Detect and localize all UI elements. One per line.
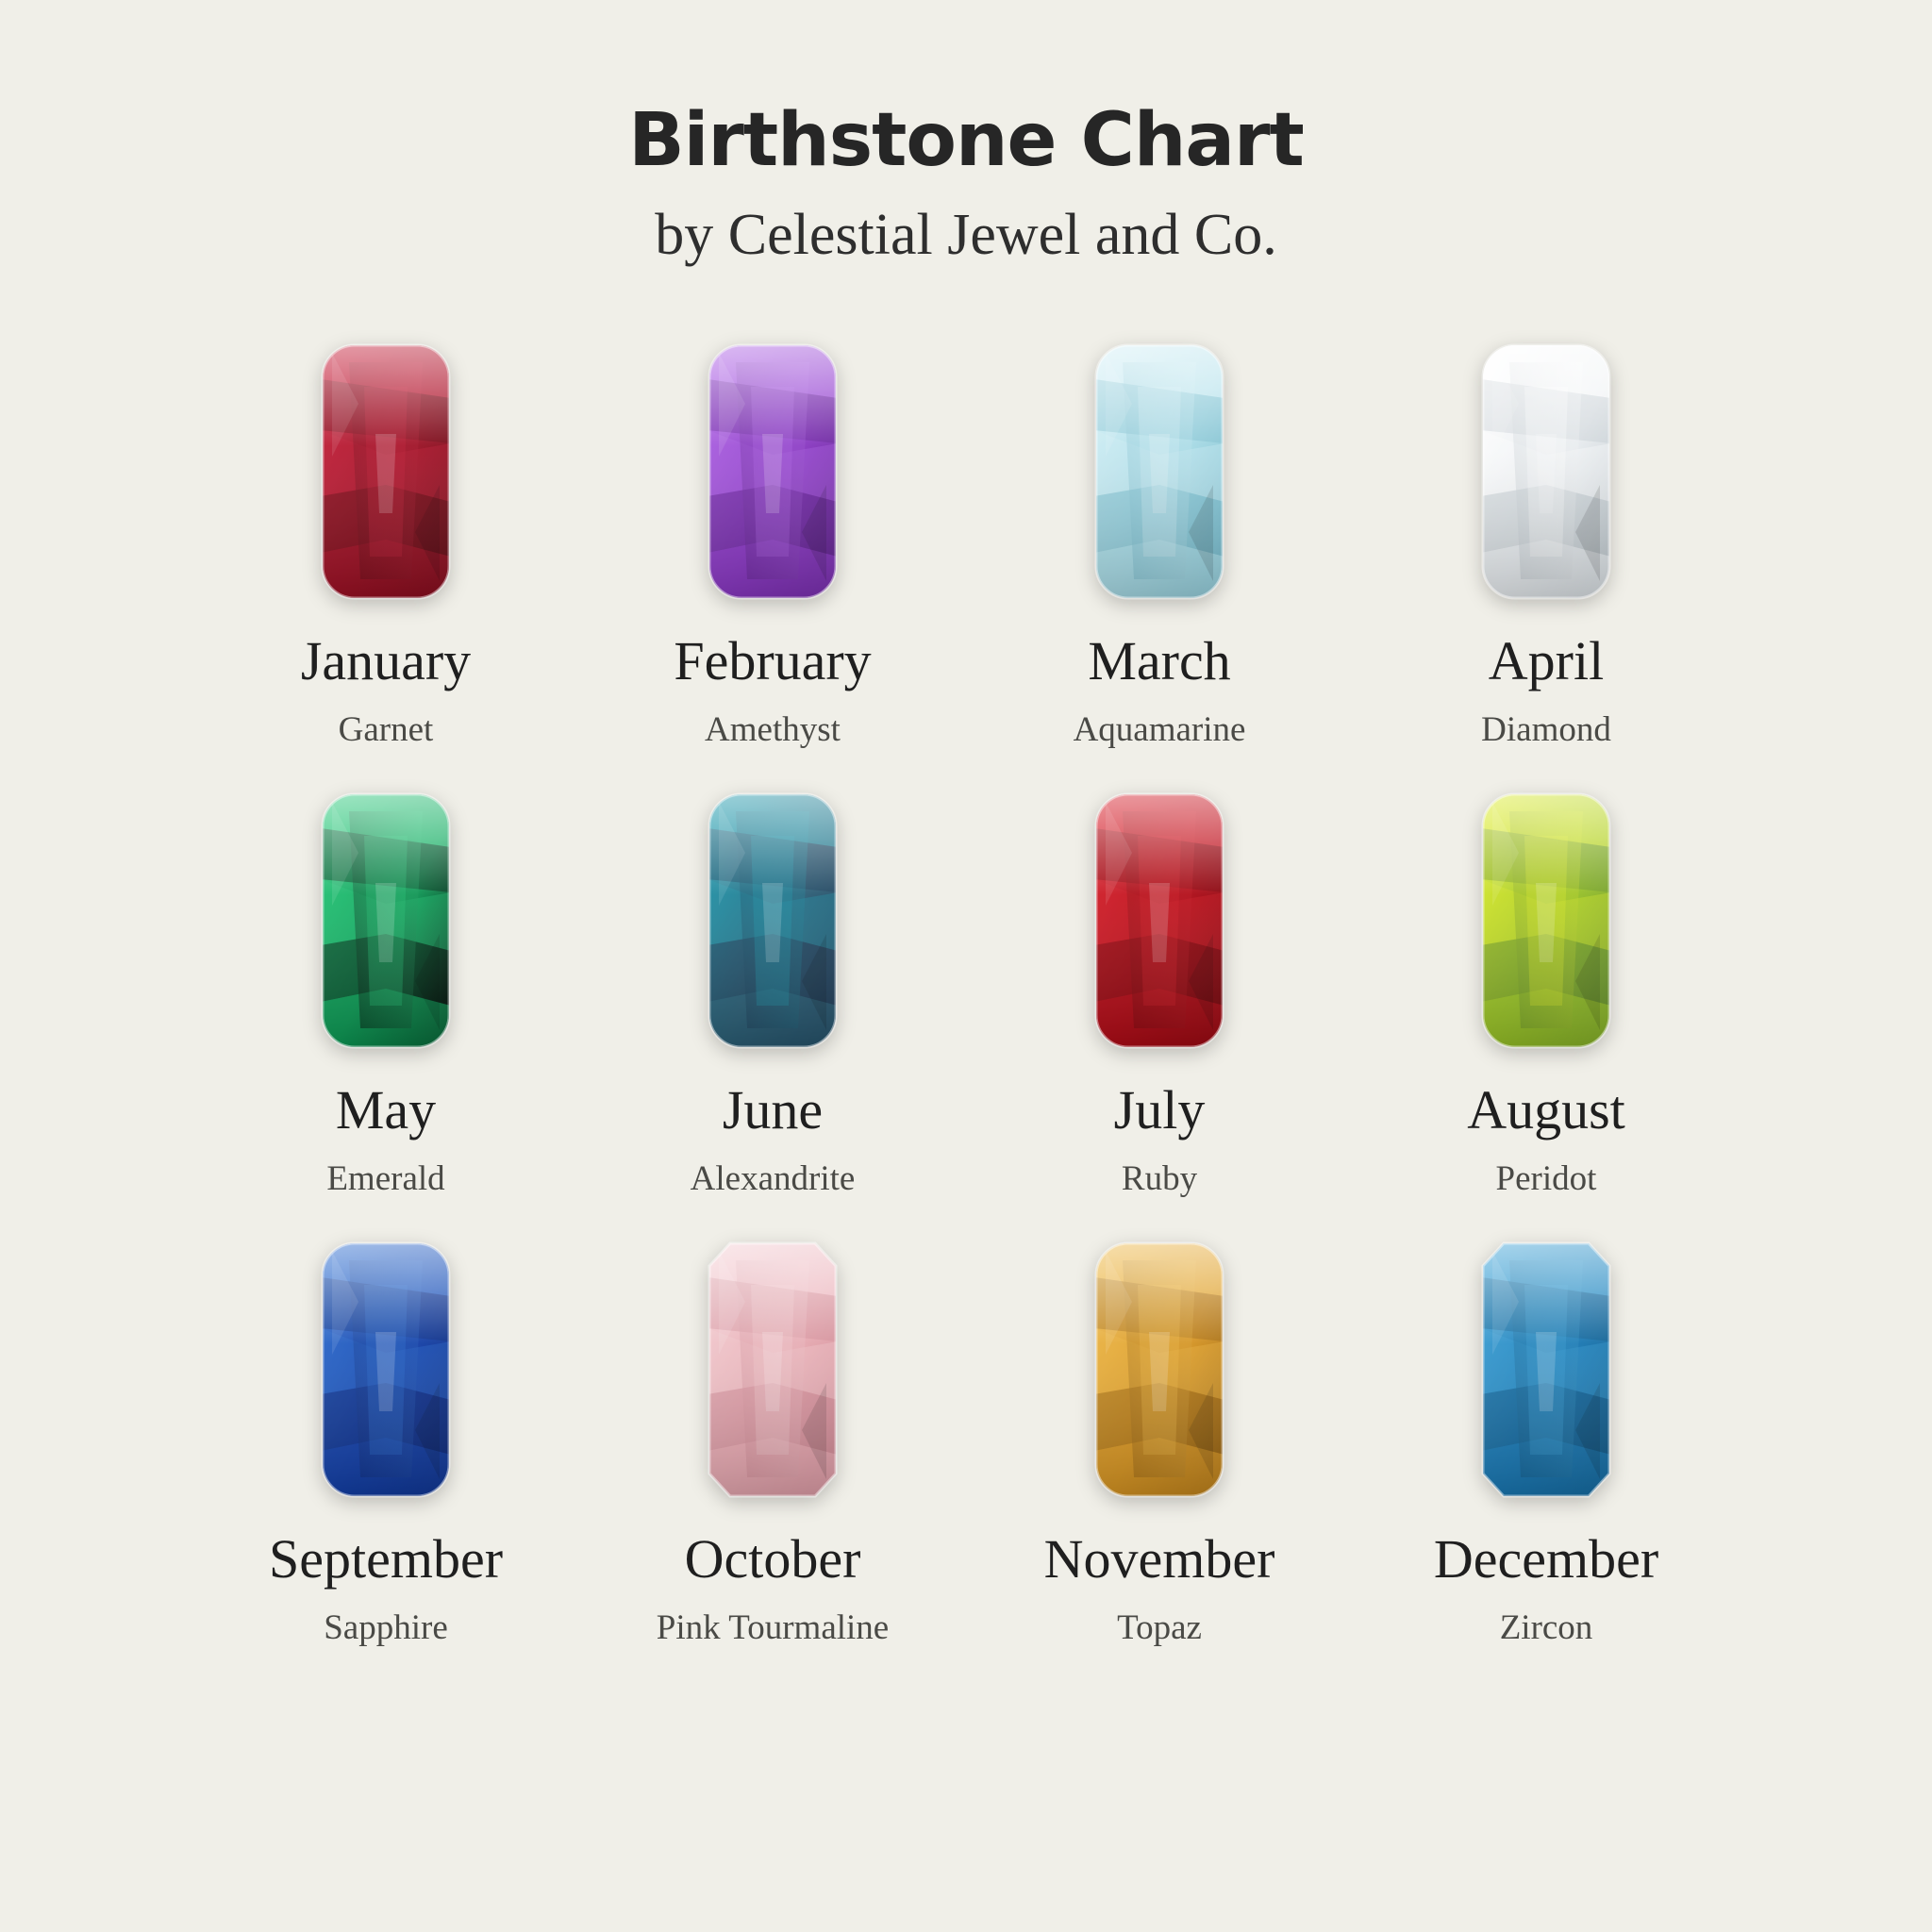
stone-label: Amethyst: [705, 709, 841, 749]
gem-icon-alexandrite: [708, 792, 838, 1049]
gem-image-wrapper: [1471, 784, 1622, 1058]
birthstone-cell-january: [192, 335, 579, 750]
month-label: January: [300, 630, 472, 691]
gem-image-wrapper: [1084, 335, 1235, 608]
stone-label: Zircon: [1499, 1607, 1593, 1647]
gem-icon-diamond: [1481, 343, 1611, 600]
stone-label: Pink Tourmaline: [656, 1607, 890, 1647]
page-title: Birthstone Chart: [628, 98, 1304, 183]
month-label: October: [684, 1527, 861, 1590]
birthstone-cell-october: [579, 1233, 966, 1648]
month-label: August: [1467, 1078, 1625, 1141]
stone-label: Peridot: [1495, 1158, 1597, 1198]
month-label: December: [1433, 1527, 1659, 1590]
birthstone-cell-december: [1353, 1233, 1740, 1648]
gem-image-wrapper: [310, 335, 461, 608]
gem-icon-peridot: [1481, 792, 1611, 1049]
stone-label: Ruby: [1121, 1158, 1198, 1198]
gem-icon-topaz: [1094, 1241, 1224, 1498]
birthstone-cell-february: [579, 335, 966, 750]
birthstone-grid: [192, 335, 1740, 1648]
stone-label: Diamond: [1481, 709, 1611, 749]
page-subtitle: by Celestial Jewel and Co.: [655, 203, 1277, 267]
birthstone-cell-september: [192, 1233, 579, 1648]
stone-label: Emerald: [326, 1158, 445, 1198]
birthstone-cell-may: [192, 784, 579, 1199]
month-label: June: [722, 1078, 824, 1141]
stone-label: Topaz: [1117, 1607, 1202, 1647]
gem-image-wrapper: [1084, 784, 1235, 1058]
gem-icon-amethyst: [708, 343, 838, 600]
month-label: March: [1088, 630, 1231, 691]
month-label: November: [1043, 1527, 1275, 1590]
gem-image-wrapper: [697, 1233, 848, 1507]
gem-icon-zircon: [1481, 1241, 1611, 1498]
birthstone-cell-august: [1353, 784, 1740, 1199]
month-label: July: [1113, 1078, 1206, 1141]
month-label: September: [268, 1527, 504, 1590]
birthstone-cell-june: [579, 784, 966, 1199]
gem-image-wrapper: [1471, 335, 1622, 608]
gem-icon-ruby: [1094, 792, 1224, 1049]
birthstone-cell-november: [966, 1233, 1353, 1648]
stone-label: Sapphire: [324, 1607, 448, 1647]
gem-image-wrapper: [310, 784, 461, 1058]
gem-icon-pink-tourmaline: [708, 1241, 838, 1498]
gem-image-wrapper: [697, 335, 848, 608]
gem-icon-emerald: [321, 792, 451, 1049]
gem-image-wrapper: [697, 784, 848, 1058]
gem-image-wrapper: [310, 1233, 461, 1507]
gem-image-wrapper: [1084, 1233, 1235, 1507]
stone-label: Garnet: [338, 709, 434, 749]
month-label: April: [1488, 630, 1605, 691]
birthstone-cell-july: [966, 784, 1353, 1199]
birthstone-cell-april: [1353, 335, 1740, 750]
gem-icon-garnet: [321, 343, 451, 600]
gem-icon-sapphire: [321, 1241, 451, 1498]
gem-image-wrapper: [1471, 1233, 1622, 1507]
month-label: February: [674, 630, 872, 691]
gem-icon-aquamarine: [1094, 343, 1224, 600]
birthstone-cell-march: [966, 335, 1353, 750]
stone-label: Aquamarine: [1073, 709, 1246, 749]
month-label: May: [335, 1078, 437, 1141]
stone-label: Alexandrite: [690, 1158, 856, 1198]
